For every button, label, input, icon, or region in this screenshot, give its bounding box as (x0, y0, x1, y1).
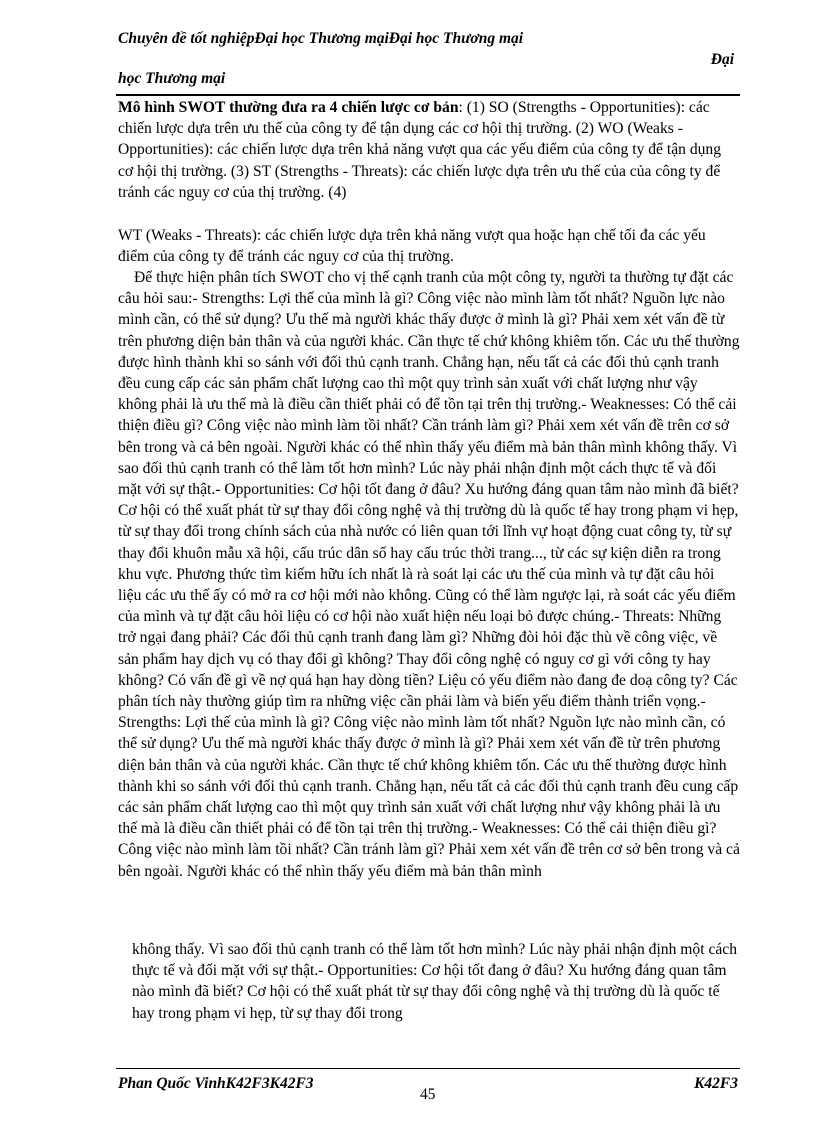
header-divider (116, 94, 740, 96)
page-number: 45 (420, 1086, 436, 1103)
header-title: Chuyên đề tốt nghiệpĐại học Thương mạiĐại học Thương mại (118, 30, 524, 47)
paragraph-swot-strategies (118, 97, 740, 203)
paragraph-wt-strategy: WT (Weaks - Threats): các chiến lược dựa trên khả năng vượt qua hoặc hạn chế tối đa các yếu điểm của công ty để tránh các nguy cơ của thị trường. (118, 227, 706, 266)
footer-author: Phan Quốc VinhK42F3K42F3 (118, 1075, 314, 1092)
paragraph-continuation: không thấy. Vì sao đối thủ cạnh tranh có thể làm tốt hơn mình? Lúc này phải nhận định một cách thực tế và đối mặt với sự thật.- Opportunities: Cơ hội tốt đang ở đâu? Xu hướng đáng quan tâm nào mình đã biết? Cơ hội có thể xuất phát từ sự thay đổi công nghệ và thị trường dù là quốc tế hay trong phạm vi hẹp, từ sự thay đổi trong (132, 941, 738, 1022)
footer-class-code: K42F3 (694, 1075, 738, 1092)
header-right-text: Đại (710, 51, 734, 68)
header-title-continued: học Thương mại (118, 70, 226, 87)
paragraph-text: : (1) SO (Strengths - Opportunities): các chiến lược dựa trên ưu thế của công ty để tận dụng các cơ hội thị trường. (2) WO (Weaks - Opportunities): các chiến lược dựa trên khả năng vượt qua các yếu điểm của công ty để tận dụng cơ hội thị trường. (3) ST (Strengths - Threats): các chiến lược dựa trên ưu thế của của công ty để tránh các nguy cơ của thị trường. (4) (118, 99, 722, 201)
paragraph-swot-analysis: Để thực hiện phân tích SWOT cho vị thế cạnh tranh của một công ty, người ta thường tự đặt các câu hỏi sau:- Strengths: Lợi thế của mình là gì? Công việc nào mình làm tốt nhất? Nguồn lực nào mình cần, có thể sử dụng? Ưu thế mà người khác thấy được ở mình là gì? Phải xem xét vấn đề từ trên phương diện bản thân và của người khác. Cần thực tế chứ không khiêm tốn. Các ưu thế thường được hình thành khi so sánh với đối thủ cạnh tranh. Chẳng hạn, nếu tất cả các đối thủ cạnh tranh đều cung cấp các sản phẩm chất lượng cao thì một quy trình sản xuất với chất lượng như vậy không phải là ưu thế mà là điều cần thiết phải có để tồn tại trên thị trường.- Weaknesses: Có thể cải thiện điều gì? Công việc nào mình làm tồi nhất? Cần tránh làm gì? Phải xem xét vấn đề trên cơ sở bên trong và cả bên ngoài. Người khác có thể nhìn thấy yếu điểm mà bản thân mình không thấy. Vì sao đối thủ cạnh tranh có thể làm tốt hơn mình? Lúc này phải nhận định một cách thực tế và đối mặt với sự thật.- Opportunities: Cơ hội tốt đang ở đâu? Xu hướng đáng quan tâm nào mình đã biết? Cơ hội có thể xuất phát từ sự thay đổi công nghệ và thị trường dù là quốc tế hay trong phạm vi hẹp, từ sự thay đổi trong chính sách của nhà nước có liên quan tới lĩnh vự hoạt động cuat công ty, từ sự thay đổi khuôn mẫu xã hội, cấu trúc dân số hay cấu trúc thời trang..., từ các sự kiện diễn ra trong khu vực. Phương thức tìm kiếm hữu ích nhất là rà soát lại các ưu thế của mình và tự đặt câu hỏi liệu các ưu thế ấy có mở ra cơ hội mới nào không. Cũng có thể làm ngược lại, rà soát các yếu điểm của mình và tự đặt câu hỏi liệu có cơ hội nào xuất hiện nếu loại bỏ được chúng.- Threats: Những trở ngại đang phải? Các đối thủ cạnh tranh đang làm gì? Những đòi hỏi đặc thù về công việc, về sản phẩm hay dịch vụ có thay đổi gì không? Thay đổi công nghệ có nguy cơ gì với công ty hay không? Có vấn đề gì về nợ quá hạn hay dòng tiền? Liệu có yếu điểm nào đang đe doạ công ty? Các phân tích này thường giúp tìm ra những việc cần phải làm và biến yếu điểm thành triển vọng.- Strengths: Lợi thế của mình là gì? Công việc nào mình làm tốt nhất? Nguồn lực nào mình cần, có thể sử dụng? Ưu thế mà người khác thấy được ở mình là gì? Phải xem xét vấn đề từ trên phương diện bản thân và của người khác. Cần thực tế chứ không khiêm tốn. Các ưu thế thường được hình thành khi so sánh với đối thủ cạnh tranh. Chẳng hạn, nếu tất cả các đối thủ cạnh tranh đều cung cấp các sản phẩm chất lượng cao thì một quy trình sản xuất với chất lượng như vậy không phải là ưu thế mà là điều cần thiết phải có để tồn tại trên thị trường.- Weaknesses: Có thể cải thiện điều gì? Công việc nào mình làm tồi nhất? Cần tránh làm gì? Phải xem xét vấn đề trên cơ sở bên trong và cả bên ngoài. Người khác có thể nhìn thấy yếu điểm mà bản thân mình (118, 269, 740, 880)
paragraph-lead: Mô hình SWOT thường đưa ra 4 chiến lược cơ bản (118, 99, 459, 116)
footer-divider (116, 1068, 740, 1069)
